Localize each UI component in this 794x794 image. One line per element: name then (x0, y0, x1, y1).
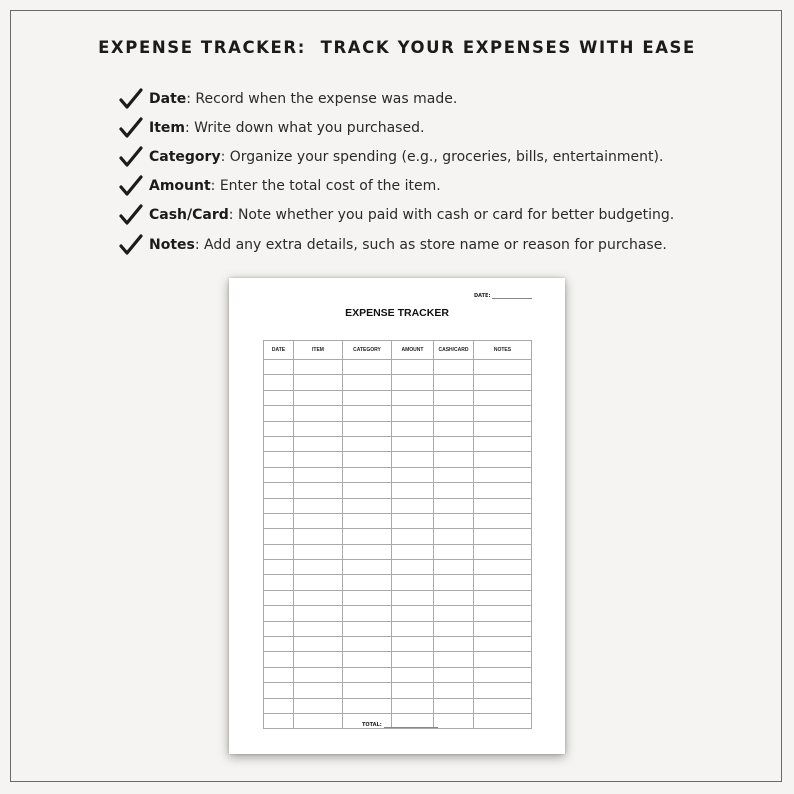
table-cell (264, 375, 294, 390)
feature-item (119, 201, 674, 230)
table-cell (294, 529, 343, 544)
table-cell (392, 375, 434, 390)
table-row (264, 452, 532, 467)
table-cell (392, 575, 434, 590)
table-cell (294, 590, 343, 605)
table-cell (343, 683, 392, 698)
table-cell (294, 698, 343, 713)
checkmark-icon (119, 117, 143, 139)
table-cell (264, 560, 294, 575)
date-line (492, 293, 532, 299)
table-cell (294, 606, 343, 621)
table-cell (264, 713, 294, 728)
table-cell (264, 606, 294, 621)
table-row (264, 667, 532, 682)
table-cell (474, 452, 532, 467)
date-field (474, 293, 532, 299)
table-row (264, 498, 532, 513)
table-cell (474, 683, 532, 698)
table-cell (392, 529, 434, 544)
table-row (264, 436, 532, 451)
feature-term: Item (149, 119, 185, 136)
table-cell (294, 683, 343, 698)
table-cell (264, 529, 294, 544)
feature-term: Category (149, 148, 221, 165)
table-cell (392, 698, 434, 713)
feature-term: Amount (149, 178, 211, 195)
total-line (384, 721, 438, 728)
table-cell (343, 390, 392, 405)
table-cell (434, 621, 474, 636)
table-cell (474, 621, 532, 636)
table-cell (264, 421, 294, 436)
column-header-date: DATE (264, 341, 294, 360)
table-cell (343, 698, 392, 713)
table-cell (264, 498, 294, 513)
table-cell (474, 637, 532, 652)
column-header-category: CATEGORY (343, 341, 392, 360)
table-row (264, 375, 532, 390)
column-header-notes: NOTES (474, 341, 532, 360)
table-row (264, 560, 532, 575)
table-row (264, 390, 532, 405)
table-cell (392, 483, 434, 498)
table-cell (434, 406, 474, 421)
table-cell (294, 560, 343, 575)
table-cell (264, 360, 294, 375)
table-cell (392, 621, 434, 636)
table-cell (434, 513, 474, 528)
table-cell (264, 575, 294, 590)
table-cell (474, 498, 532, 513)
feature-text: : Record when the expense was made. (186, 90, 458, 107)
table-cell (264, 452, 294, 467)
page-headline: EXPENSE TRACKER: TRACK YOUR EXPENSES WITH EASE (98, 38, 696, 57)
table-cell (474, 513, 532, 528)
date-label: DATE: (474, 293, 491, 299)
checkmark-icon (119, 88, 143, 110)
table-cell (343, 590, 392, 605)
table-row (264, 360, 532, 375)
table-cell (392, 452, 434, 467)
table-cell (474, 390, 532, 405)
table-row (264, 606, 532, 621)
table-row (264, 467, 532, 482)
table-cell (294, 452, 343, 467)
table-cell (392, 544, 434, 559)
table-cell (392, 560, 434, 575)
table-cell (264, 698, 294, 713)
table-cell (434, 698, 474, 713)
table-cell (434, 667, 474, 682)
table-cell (474, 590, 532, 605)
table-cell (474, 375, 532, 390)
table-cell (434, 360, 474, 375)
table-cell (343, 375, 392, 390)
table-cell (392, 513, 434, 528)
table-row (264, 590, 532, 605)
table-cell (392, 667, 434, 682)
feature-term: Notes (149, 236, 195, 253)
table-cell (343, 421, 392, 436)
feature-text: : Write down what you purchased. (184, 119, 425, 136)
table-cell (343, 483, 392, 498)
table-cell (434, 713, 474, 728)
checkmark-icon (119, 175, 143, 197)
table-cell (343, 560, 392, 575)
column-header-amount: AMOUNT (392, 341, 434, 360)
feature-term: Cash/Card (149, 207, 229, 224)
table-cell (294, 390, 343, 405)
checkmark-icon (119, 234, 143, 256)
table-cell (343, 467, 392, 482)
table-row (264, 575, 532, 590)
table-cell (343, 575, 392, 590)
table-row (264, 513, 532, 528)
feature-text: : Organize your spending (e.g., groceries, bills, entertainment). (220, 148, 664, 165)
table-cell (294, 713, 343, 728)
table-row (264, 683, 532, 698)
table-cell (343, 544, 392, 559)
table-cell (294, 637, 343, 652)
table-cell (264, 467, 294, 482)
table-cell (434, 652, 474, 667)
table-cell (294, 360, 343, 375)
feature-text: : Note whether you paid with cash or card for better budgeting. (228, 207, 675, 224)
table-cell (343, 621, 392, 636)
table-cell (474, 421, 532, 436)
table-cell (474, 467, 532, 482)
table-cell (264, 390, 294, 405)
table-cell (434, 529, 474, 544)
table-row (264, 544, 532, 559)
table-cell (343, 637, 392, 652)
table-cell (474, 529, 532, 544)
table-cell (264, 544, 294, 559)
checkmark-icon (119, 146, 143, 168)
table-cell (294, 575, 343, 590)
table-cell (294, 667, 343, 682)
table-cell (343, 436, 392, 451)
table-cell (294, 436, 343, 451)
table-cell (343, 513, 392, 528)
table-cell (434, 436, 474, 451)
table-row (264, 652, 532, 667)
table-cell (392, 590, 434, 605)
table-cell (474, 360, 532, 375)
table-cell (294, 483, 343, 498)
feature-text: : Add any extra details, such as store name or reason for purchase. (194, 236, 667, 253)
table-cell (294, 513, 343, 528)
table-cell (343, 406, 392, 421)
table-row (264, 529, 532, 544)
table-cell (434, 575, 474, 590)
table-cell (264, 483, 294, 498)
table-cell (434, 483, 474, 498)
table-cell (474, 406, 532, 421)
table-cell (264, 667, 294, 682)
table-cell (392, 637, 434, 652)
table-cell (264, 590, 294, 605)
table-cell (294, 375, 343, 390)
sheet-title: EXPENSE TRACKER (345, 307, 449, 319)
feature-list (119, 84, 674, 259)
column-header-item: ITEM (294, 341, 343, 360)
table-cell (343, 452, 392, 467)
table-cell (392, 683, 434, 698)
feature-item (119, 172, 674, 201)
table-cell (434, 452, 474, 467)
table-body (264, 360, 532, 729)
table-cell (343, 652, 392, 667)
tracker-sheet-preview (229, 278, 565, 754)
table-cell (392, 652, 434, 667)
table-cell (434, 498, 474, 513)
feature-item (119, 230, 674, 259)
table-cell (264, 652, 294, 667)
table-cell (392, 421, 434, 436)
checkmark-icon (119, 204, 143, 226)
table-cell (392, 360, 434, 375)
table-cell (264, 513, 294, 528)
table-header-row (264, 341, 532, 360)
table-cell (343, 529, 392, 544)
feature-item (119, 84, 674, 113)
table-cell (294, 406, 343, 421)
column-header-cash-card: CASH/CARD (434, 341, 474, 360)
feature-item (119, 113, 674, 142)
table-cell (343, 498, 392, 513)
table-cell (474, 667, 532, 682)
table-cell (434, 544, 474, 559)
feature-item (119, 142, 674, 171)
table-cell (392, 606, 434, 621)
table-cell (474, 483, 532, 498)
table-row (264, 483, 532, 498)
table-cell (474, 713, 532, 728)
table-cell (434, 375, 474, 390)
table-cell (294, 467, 343, 482)
table-cell (474, 560, 532, 575)
table-cell (392, 498, 434, 513)
table-cell (434, 560, 474, 575)
table-row (264, 698, 532, 713)
table-cell (294, 652, 343, 667)
feature-text: : Enter the total cost of the item. (210, 178, 441, 195)
table-cell (294, 421, 343, 436)
table-cell (434, 467, 474, 482)
table-cell (474, 436, 532, 451)
table-cell (294, 621, 343, 636)
table-row (264, 637, 532, 652)
table-cell (343, 606, 392, 621)
total-field (362, 721, 438, 728)
table-cell (434, 390, 474, 405)
table-cell (392, 467, 434, 482)
table-cell (264, 683, 294, 698)
table-row (264, 406, 532, 421)
table-cell (343, 360, 392, 375)
table-cell (343, 667, 392, 682)
table-cell (434, 590, 474, 605)
table-cell (474, 606, 532, 621)
table-cell (434, 606, 474, 621)
table-cell (474, 575, 532, 590)
table-cell (294, 544, 343, 559)
feature-term: Date (149, 90, 187, 107)
table-row (264, 621, 532, 636)
table-cell (392, 436, 434, 451)
table-row (264, 421, 532, 436)
table-cell (392, 390, 434, 405)
expense-table (263, 340, 532, 729)
table-cell (434, 683, 474, 698)
table-cell (264, 621, 294, 636)
table-cell (264, 406, 294, 421)
table-cell (434, 421, 474, 436)
table-cell (474, 698, 532, 713)
table-cell (474, 544, 532, 559)
table-cell (264, 436, 294, 451)
table-cell (392, 406, 434, 421)
table-cell (264, 637, 294, 652)
total-label: TOTAL: (362, 722, 382, 728)
table-cell (474, 652, 532, 667)
table-cell (294, 498, 343, 513)
table-cell (434, 637, 474, 652)
